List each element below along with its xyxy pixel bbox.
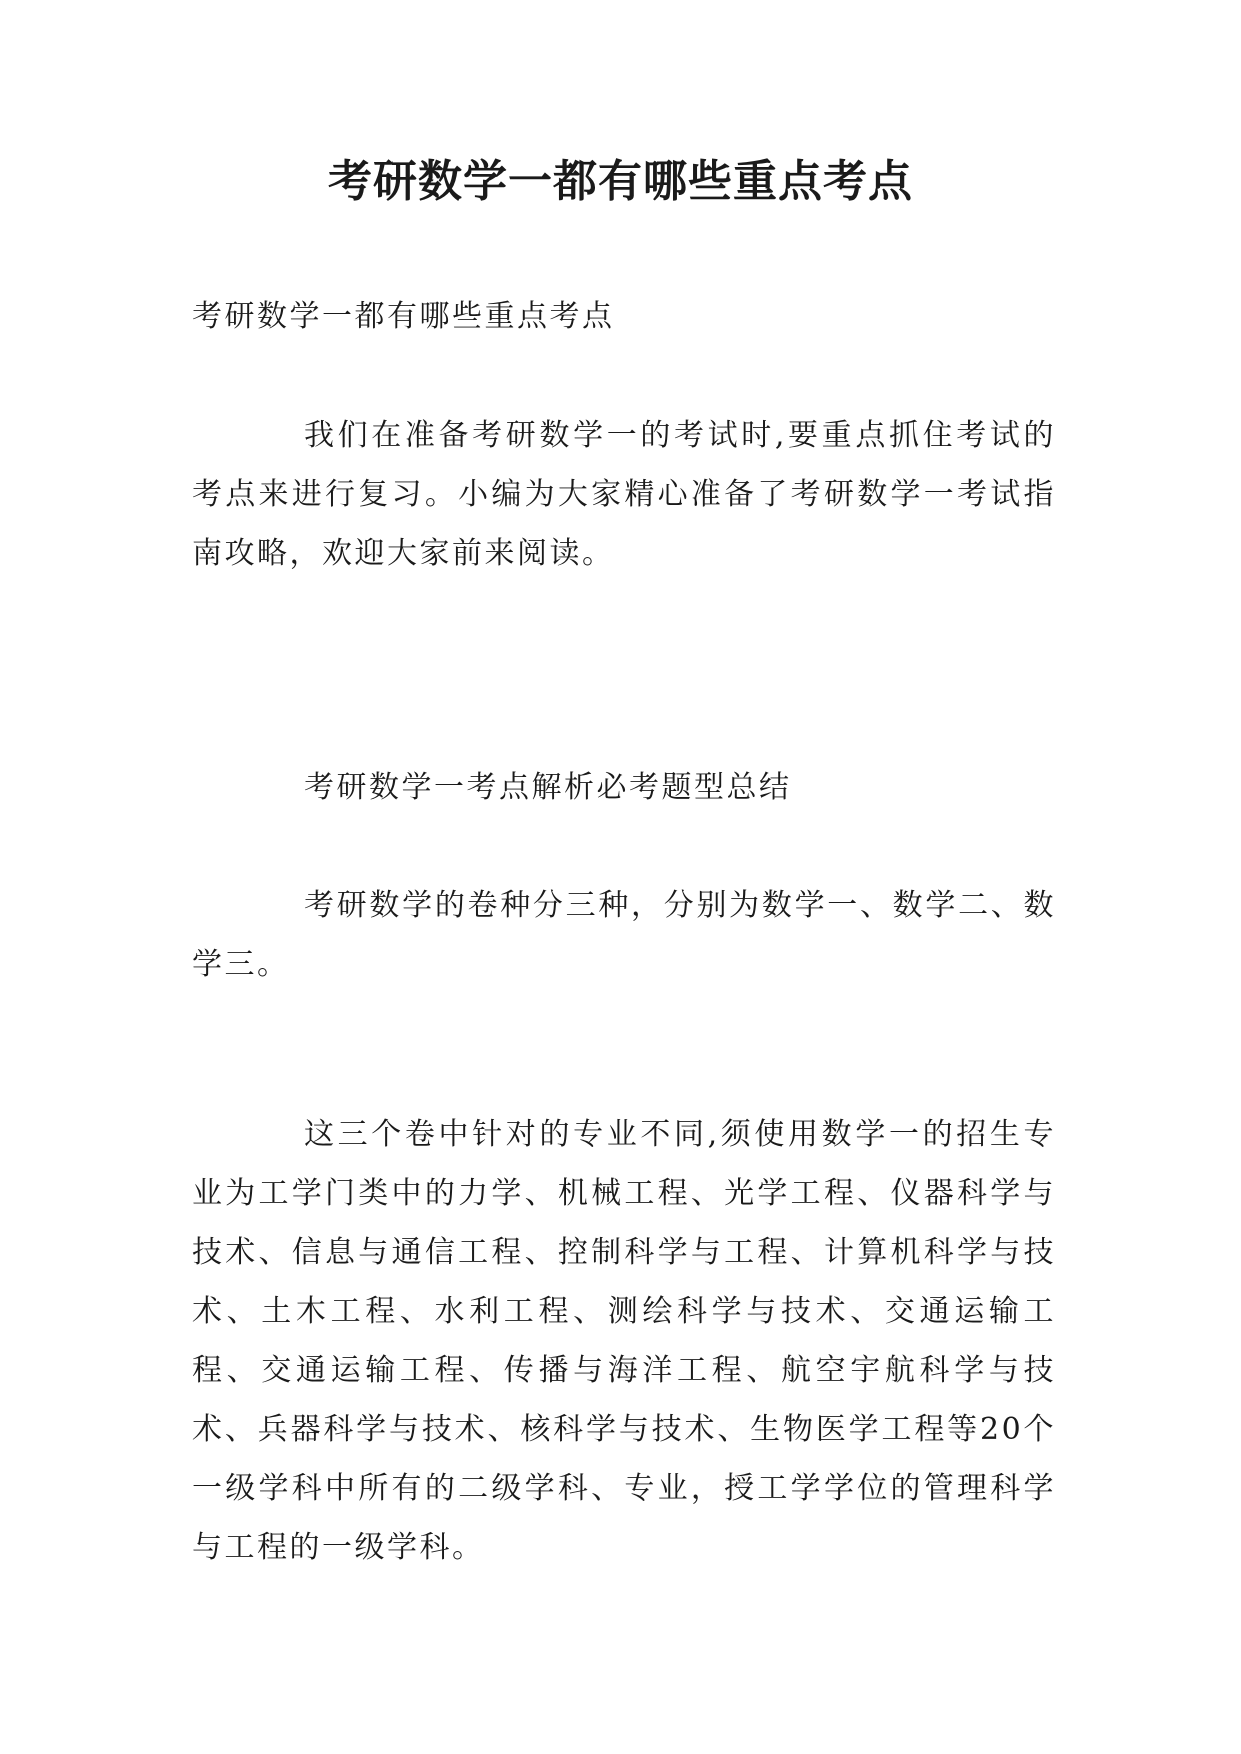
majors-paragraph: 这三个卷中针对的专业不同,须使用数学一的招生专业为工学门类中的力学、机械工程、光学工程、仪器科学与技术、信息与通信工程、控制科学与工程、计算机科学与技术、土木工程、水利工程、测绘科学与技术、交通运输工程、交通运输工程、传播与海洋工程、航空宇航科学与技术、兵器科学与技术、核科学与技术、生物医学工程等20个一级学科中所有的二级学科、专业，授工学学位的管理科学与工程的一级学科。 (192, 1117, 1056, 1565)
document-title: 考研数学一都有哪些重点考点 (328, 156, 913, 207)
subtitle-line: 考研数学一都有哪些重点考点 (192, 299, 615, 334)
exam-types-paragraph: 考研数学的卷种分三种，分别为数学一、数学二、数学三。 (192, 888, 1056, 982)
intro-paragraph: 我们在准备考研数学一的考试时,要重点抓住考试的考点来进行复习。小编为大家精心准备了考研数学一考试指南攻略，欢迎大家前来阅读。 (192, 418, 1056, 571)
section-heading: 考研数学一考点解析必考题型总结 (304, 770, 792, 805)
